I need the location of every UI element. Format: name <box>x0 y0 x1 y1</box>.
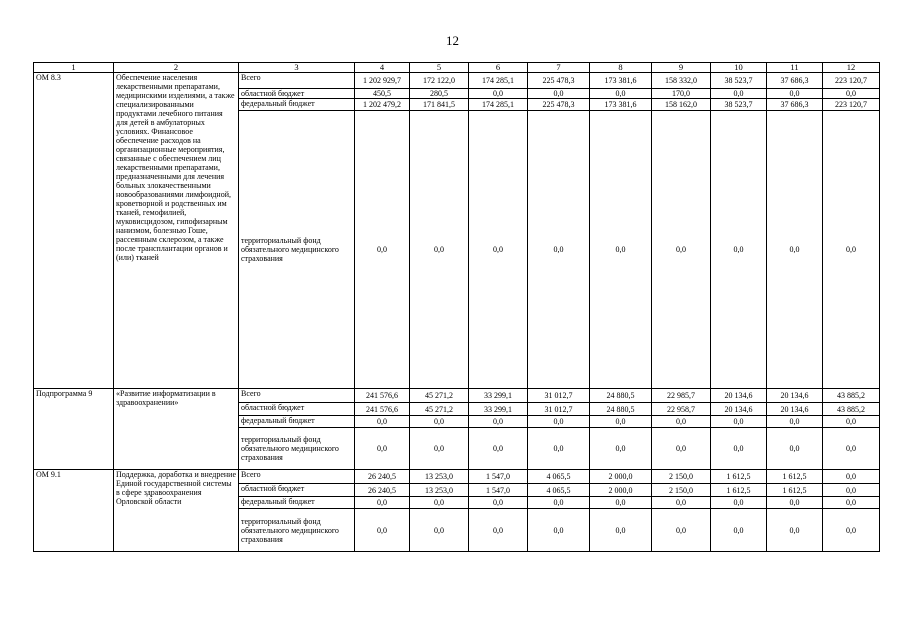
amount-cell: 223 120,7 <box>823 73 880 89</box>
amount-cell: 174 285,1 <box>469 99 528 111</box>
column-header: 4 <box>355 63 410 73</box>
header-row <box>34 63 880 73</box>
column-header: 1 <box>34 63 114 73</box>
budget-table <box>33 62 880 552</box>
amount-cell: 0,0 <box>652 497 711 509</box>
amount-cell: 0,0 <box>711 111 767 389</box>
amount-cell: 0,0 <box>410 111 469 389</box>
amount-cell: 22 958,7 <box>652 403 711 416</box>
amount-cell: 0,0 <box>528 89 590 99</box>
amount-cell: 24 880,5 <box>590 389 652 403</box>
column-header: 5 <box>410 63 469 73</box>
amount-cell: 280,5 <box>410 89 469 99</box>
amount-cell: 0,0 <box>652 111 711 389</box>
amount-cell: 0,0 <box>823 497 880 509</box>
amount-cell: 0,0 <box>767 89 823 99</box>
amount-cell: 38 523,7 <box>711 73 767 89</box>
amount-cell: 0,0 <box>528 416 590 428</box>
amount-cell: 45 271,2 <box>410 389 469 403</box>
amount-cell: 0,0 <box>469 111 528 389</box>
amount-cell: 33 299,1 <box>469 403 528 416</box>
column-header: 12 <box>823 63 880 73</box>
amount-cell: 0,0 <box>590 416 652 428</box>
program-description: Поддержка, доработка и внедрение Единой государственной системы в сфере здравоохранения Орловской области <box>114 470 239 552</box>
column-header: 11 <box>767 63 823 73</box>
amount-cell: 0,0 <box>823 89 880 99</box>
amount-cell: 158 162,0 <box>652 99 711 111</box>
program-description: Обеспечение населения лекарственными препаратами, медицинскими изделиями, а также специализированными продуктами лечебного питания для детей в амбулаторных условиях. Финансовое обеспечение расходов на организационные мероприятия, связанные с обеспечением лиц лекарственными препаратами, предназначенными для лечения больных злокачественными новообразованиями лимфоидной, кроветворной и родственных им тканей, гемофилией, муковисцидозом, гипофизарным нанизмом, болезнью Гоше, рассеянным склерозом, а также после трансплантации органов и (или) тканей <box>114 73 239 389</box>
amount-cell: 2 000,0 <box>590 484 652 497</box>
amount-cell: 0,0 <box>823 416 880 428</box>
amount-cell: 0,0 <box>711 416 767 428</box>
table-row <box>34 73 880 89</box>
amount-cell: 0,0 <box>528 509 590 552</box>
amount-cell: 0,0 <box>767 111 823 389</box>
amount-cell: 26 240,5 <box>355 470 410 484</box>
amount-cell: 170,0 <box>652 89 711 99</box>
funding-source: областной бюджет <box>239 403 355 416</box>
amount-cell: 0,0 <box>652 509 711 552</box>
amount-cell: 1 202 929,7 <box>355 73 410 89</box>
amount-cell: 45 271,2 <box>410 403 469 416</box>
program-code: ОМ 8.3 <box>34 73 114 389</box>
page-number: 12 <box>446 33 459 48</box>
funding-source: областной бюджет <box>239 484 355 497</box>
amount-cell: 37 686,3 <box>767 73 823 89</box>
amount-cell: 0,0 <box>590 509 652 552</box>
amount-cell: 0,0 <box>652 416 711 428</box>
amount-cell: 24 880,5 <box>590 403 652 416</box>
amount-cell: 225 478,3 <box>528 99 590 111</box>
amount-cell: 173 381,6 <box>590 99 652 111</box>
column-header: 7 <box>528 63 590 73</box>
amount-cell: 0,0 <box>823 428 880 470</box>
amount-cell: 0,0 <box>767 428 823 470</box>
amount-cell: 172 122,0 <box>410 73 469 89</box>
column-header: 8 <box>590 63 652 73</box>
amount-cell: 1 202 479,2 <box>355 99 410 111</box>
amount-cell: 31 012,7 <box>528 389 590 403</box>
amount-cell: 22 985,7 <box>652 389 711 403</box>
amount-cell: 174 285,1 <box>469 73 528 89</box>
amount-cell: 26 240,5 <box>355 484 410 497</box>
amount-cell: 1 547,0 <box>469 484 528 497</box>
amount-cell: 173 381,6 <box>590 73 652 89</box>
amount-cell: 241 576,6 <box>355 403 410 416</box>
amount-cell: 1 547,0 <box>469 470 528 484</box>
funding-source: федеральный бюджет <box>239 497 355 509</box>
amount-cell: 0,0 <box>410 497 469 509</box>
amount-cell: 0,0 <box>528 497 590 509</box>
funding-source: федеральный бюджет <box>239 99 355 111</box>
amount-cell: 37 686,3 <box>767 99 823 111</box>
program-code: Подпрограмма 9 <box>34 389 114 470</box>
amount-cell: 0,0 <box>823 111 880 389</box>
amount-cell: 0,0 <box>355 111 410 389</box>
funding-source: территориальный фонд обязательного медицинского страхования <box>239 509 355 552</box>
amount-cell: 20 134,6 <box>711 403 767 416</box>
amount-cell: 0,0 <box>767 416 823 428</box>
program-code: ОМ 9.1 <box>34 470 114 552</box>
amount-cell: 241 576,6 <box>355 389 410 403</box>
funding-source: Всего <box>239 73 355 89</box>
amount-cell: 0,0 <box>355 428 410 470</box>
amount-cell: 450,5 <box>355 89 410 99</box>
funding-source: Всего <box>239 389 355 403</box>
amount-cell: 0,0 <box>823 470 880 484</box>
amount-cell: 20 134,6 <box>711 389 767 403</box>
column-header: 2 <box>114 63 239 73</box>
amount-cell: 0,0 <box>410 416 469 428</box>
amount-cell: 0,0 <box>590 497 652 509</box>
amount-cell: 0,0 <box>355 497 410 509</box>
amount-cell: 223 120,7 <box>823 99 880 111</box>
amount-cell: 2 150,0 <box>652 484 711 497</box>
amount-cell: 33 299,1 <box>469 389 528 403</box>
funding-source: территориальный фонд обязательного медицинского страхования <box>239 111 355 389</box>
column-header: 10 <box>711 63 767 73</box>
amount-cell: 0,0 <box>711 428 767 470</box>
amount-cell: 2 150,0 <box>652 470 711 484</box>
funding-source: территориальный фонд обязательного медицинского страхования <box>239 428 355 470</box>
funding-source: федеральный бюджет <box>239 416 355 428</box>
amount-cell: 0,0 <box>469 428 528 470</box>
amount-cell: 0,0 <box>711 509 767 552</box>
amount-cell: 0,0 <box>528 428 590 470</box>
amount-cell: 4 065,5 <box>528 484 590 497</box>
amount-cell: 0,0 <box>469 416 528 428</box>
amount-cell: 171 841,5 <box>410 99 469 111</box>
column-header: 9 <box>652 63 711 73</box>
program-description: «Развитие информатизации в здравоохранении» <box>114 389 239 470</box>
amount-cell: 0,0 <box>469 509 528 552</box>
amount-cell: 43 885,2 <box>823 403 880 416</box>
amount-cell: 0,0 <box>355 416 410 428</box>
amount-cell: 4 065,5 <box>528 470 590 484</box>
column-header: 6 <box>469 63 528 73</box>
amount-cell: 0,0 <box>410 509 469 552</box>
amount-cell: 20 134,6 <box>767 389 823 403</box>
amount-cell: 31 012,7 <box>528 403 590 416</box>
amount-cell: 0,0 <box>652 428 711 470</box>
amount-cell: 0,0 <box>823 484 880 497</box>
funding-source: Всего <box>239 470 355 484</box>
amount-cell: 1 612,5 <box>711 484 767 497</box>
amount-cell: 38 523,7 <box>711 99 767 111</box>
amount-cell: 0,0 <box>590 111 652 389</box>
amount-cell: 13 253,0 <box>410 470 469 484</box>
amount-cell: 2 000,0 <box>590 470 652 484</box>
amount-cell: 0,0 <box>711 89 767 99</box>
amount-cell: 13 253,0 <box>410 484 469 497</box>
table-row <box>34 389 880 403</box>
amount-cell: 43 885,2 <box>823 389 880 403</box>
amount-cell: 158 332,0 <box>652 73 711 89</box>
amount-cell: 0,0 <box>590 89 652 99</box>
amount-cell: 0,0 <box>590 428 652 470</box>
amount-cell: 1 612,5 <box>767 470 823 484</box>
amount-cell: 0,0 <box>767 497 823 509</box>
amount-cell: 225 478,3 <box>528 73 590 89</box>
amount-cell: 0,0 <box>469 89 528 99</box>
table-row <box>34 470 880 484</box>
funding-source: областной бюджет <box>239 89 355 99</box>
amount-cell: 0,0 <box>767 509 823 552</box>
amount-cell: 1 612,5 <box>711 470 767 484</box>
column-header: 3 <box>239 63 355 73</box>
amount-cell: 0,0 <box>711 497 767 509</box>
amount-cell: 0,0 <box>528 111 590 389</box>
amount-cell: 1 612,5 <box>767 484 823 497</box>
amount-cell: 0,0 <box>823 509 880 552</box>
amount-cell: 0,0 <box>410 428 469 470</box>
amount-cell: 20 134,6 <box>767 403 823 416</box>
amount-cell: 0,0 <box>355 509 410 552</box>
amount-cell: 0,0 <box>469 497 528 509</box>
